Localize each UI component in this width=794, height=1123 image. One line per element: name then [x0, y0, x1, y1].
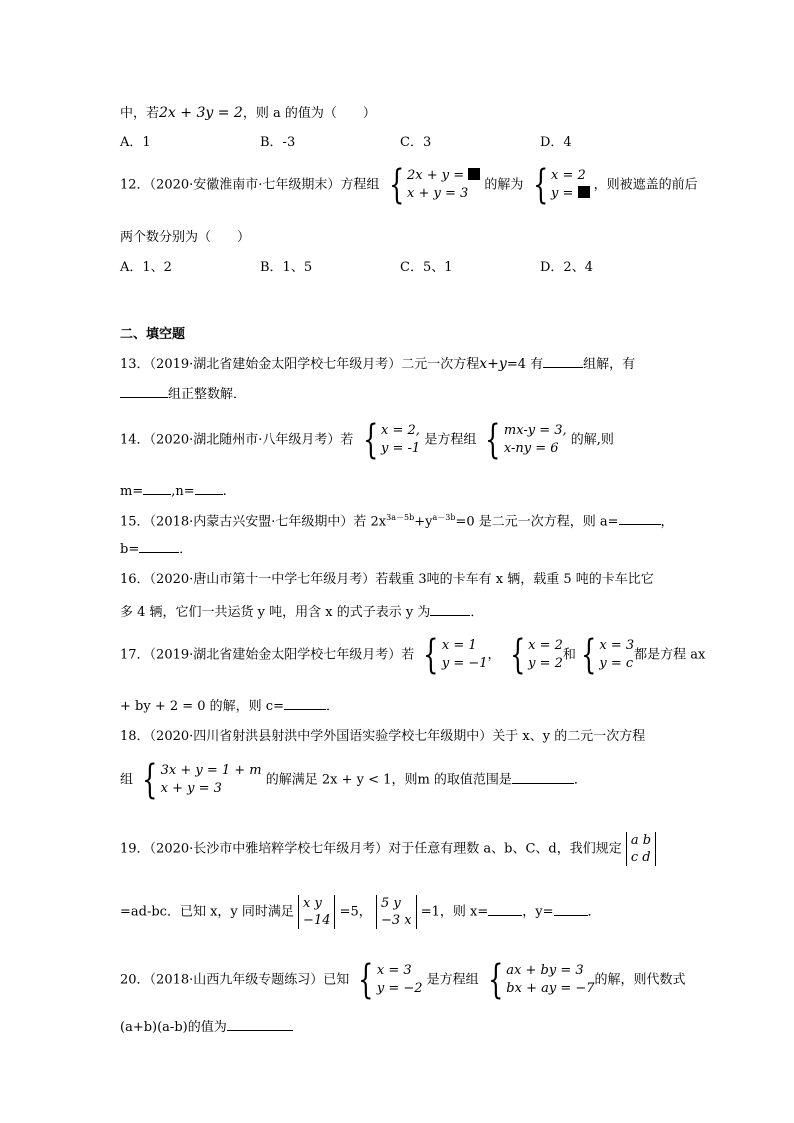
q14-n-label: ,n= [171, 484, 195, 499]
covered-square-icon [468, 168, 480, 180]
q17-end: ． [326, 699, 340, 714]
q19-determinant-1 [298, 895, 335, 929]
q14-blank-n[interactable] [195, 480, 223, 495]
q17-blank[interactable] [284, 695, 326, 710]
q19-blank-y[interactable] [554, 901, 588, 916]
q18-blank[interactable] [512, 769, 574, 784]
q16-blank[interactable] [430, 601, 470, 616]
q18-system: { 3x + y = 1 + m x + y = 3 [142, 757, 262, 803]
q14-mid: 是方程组 [424, 432, 477, 448]
q14-suffix: 的解,则 [570, 432, 614, 448]
q17-c-row2: y = c [599, 656, 634, 671]
q11-text-end: ，则 a 的值为（ ） [242, 106, 376, 121]
covered-square-icon [578, 186, 590, 198]
q15-blank-a[interactable] [619, 510, 661, 525]
q11-equation: 2x + 3y = 2 [159, 105, 243, 121]
q12-system-row1: 2x + y = [407, 168, 469, 183]
q15-suffix: =0 是二元一次方程，则 a= [455, 514, 619, 530]
q14-blank-m[interactable] [143, 480, 171, 495]
q19-line2 [120, 895, 601, 929]
q18-system-row1: 3x + y = 1 + m [160, 763, 262, 778]
q14-solution-row2: y = -1 [381, 441, 421, 456]
q17-b-row2: y = 2 [528, 656, 563, 671]
q15-b-label: b= [120, 542, 140, 557]
q12-system: { 2x + y = x + y = 3 [384, 165, 481, 205]
q19-det0-row1: a b [630, 833, 652, 848]
q13-line2 [120, 383, 246, 405]
q14-solution: { x = 2, y = -1 [362, 417, 421, 463]
q13-text2: =4 有 [506, 357, 544, 372]
q19-det1-row2: −14 [303, 913, 331, 928]
q15-prefix: 15．（2018·内蒙古兴安盟·七年级期中）若 2x [120, 514, 387, 530]
q11-options [120, 133, 680, 153]
q13-line2-text: 组正整数解． [168, 387, 247, 402]
q19-det2-row2: −3 x [380, 913, 412, 928]
q19-eq1: =5， [339, 904, 372, 920]
section-title: 二、填空题 [120, 327, 186, 342]
q17-solution-c: { x = 3 y = c [581, 632, 635, 678]
q19-text2: =ad-bc．已知 x，y 同时满足 [120, 904, 294, 920]
q19-determinant-2 [376, 895, 417, 929]
q19-det0-row2: c d [630, 850, 651, 865]
q13-line1 [120, 353, 635, 375]
q15-tail: ， [660, 514, 674, 530]
q16-line2 [120, 601, 483, 623]
q12-option-b: B．1、5 [260, 260, 313, 275]
q19-x-label: =1，则 x= [420, 904, 489, 920]
q13-text: 13．（2019·湖北省建始金太阳学校七年级月考）二元一次方程 [120, 357, 480, 372]
q18-mid: 的解满足 2x + y < 1，则m 的取值范围是 [265, 772, 512, 788]
q12-system-row2: x + y = 3 [407, 186, 469, 201]
q17-suffix: 都是方程 ax [634, 647, 706, 663]
q14-system: { mx-y = 3, x-ny = 6 [485, 417, 567, 463]
q17-text: + by + 2 = 0 的解，则 c= [120, 699, 284, 714]
q20-suffix: 的解，则代数式 [594, 972, 686, 988]
q12-option-d: D．2、4 [540, 260, 593, 275]
q19-det1-row1: x y [303, 896, 322, 911]
q19-determinant-def [626, 832, 656, 866]
q12-solution-row2: y = [551, 186, 578, 201]
q17-solution-b: { x = 2 y = 2 [509, 632, 563, 678]
q15-exponent1: 3a－5b [386, 513, 415, 522]
q12-line2: 两个数分别为（ ） [120, 230, 251, 245]
q18-line1: 18．（2020·四川省射洪县射洪中学外国语实验学校七年级期中）关于 x、y 的二元一次方程 [120, 729, 646, 744]
q17-a-row2: y = −1 [441, 656, 488, 671]
q14-end: . [222, 484, 227, 499]
q15-blank-b[interactable] [139, 538, 179, 553]
q17-prefix: 17．（2019·湖北省建始金太阳学校七年级月考）若 [120, 647, 415, 663]
q16-line1: 16．（2020·唐山市第十一中学七年级月考）若载重 3吨的卡车有 x 辆，载重 5 吨的卡车比它 [120, 572, 654, 587]
q19-line1 [120, 832, 656, 866]
q12-prefix: 12．（2020·安徽淮南市·七年级期末）方程组 [120, 177, 380, 193]
q17-a-row1: x = 1 [441, 638, 477, 653]
q15-line1 [120, 508, 674, 532]
q11-option-b: B．-3 [260, 135, 296, 150]
q11-tail [120, 103, 376, 124]
q17-c-row1: x = 3 [599, 638, 635, 653]
q11-option-c: C．3 [400, 135, 432, 150]
q15-line2 [120, 538, 192, 560]
q12-line1 [120, 162, 698, 208]
q15-end: ． [179, 542, 193, 557]
q14-m-label: m= [120, 484, 144, 499]
q11-text: 中，若 [120, 106, 160, 121]
q13-blank1[interactable] [543, 353, 583, 368]
q13-text3: 组解，有 [583, 357, 636, 372]
q20-solution: { x = 3 y = −2 [358, 957, 423, 1003]
q18-system-row2: x + y = 3 [160, 781, 222, 796]
q12-option-c: C．5、1 [400, 260, 453, 275]
q20-prefix: 20．（2018·山西九年级专题练习）已知 [120, 972, 350, 988]
q16-text: 多 4 辆，它们一共运货 y 吨，用含 x 的式子表示 y 为 [120, 605, 431, 620]
q17-line1: 17．（2019·湖北省建始金太阳学校七年级月考）若 { x = 1 y = −1 ， { x = 2 y = 2 和 { x = 3 y = c 都是方程 ax [120, 632, 706, 678]
q20-system-row2: bx + ay = −7 [506, 981, 595, 996]
q11-option-d: D．4 [540, 135, 572, 150]
q20-system-row1: ax + by = 3 [506, 963, 584, 978]
q19-end: ． [587, 904, 601, 920]
q16-end: ． [470, 605, 484, 620]
q11-option-a: A．1 [120, 135, 151, 150]
q19-y-label: ，y= [522, 904, 554, 920]
q20-text: (a+b)(a-b)的值为 [120, 1020, 227, 1035]
q14-line1 [120, 417, 614, 463]
q14-prefix: 14．（2020·湖北随州市·八年级月考）若 [120, 432, 354, 448]
q17-and: 和 [562, 647, 576, 663]
q20-line2 [120, 1016, 293, 1038]
q20-solution-row2: y = −2 [376, 981, 423, 996]
q17-b-row1: x = 2 [528, 638, 563, 653]
q12-solution-row1: x = 2 [551, 168, 586, 183]
q19-blank-x[interactable] [488, 901, 522, 916]
q19-text: 19．（2020·长沙市中雅培粹学校七年级月考）对于任意有理数 a、b、C、d，我们规定 [120, 841, 622, 857]
q12-solution: { x = 2 y = [528, 165, 590, 205]
q19-det2-row1: 5 y [380, 896, 401, 911]
q15-mid: +y [414, 514, 433, 530]
q12-option-a: A．1、2 [120, 260, 172, 275]
q18-line2 [120, 757, 587, 803]
q12-suffix: ，则被遮盖的前后 [593, 177, 698, 193]
q20-line1 [120, 957, 686, 1003]
q17-solution-a: { x = 1 y = −1 [423, 632, 488, 678]
q14-system-row1: mx-y = 3, [503, 423, 567, 438]
q18-end: ． [573, 772, 587, 788]
q13-blank2[interactable] [120, 383, 168, 398]
q20-blank[interactable] [227, 1016, 293, 1031]
q12-mid: 的解为 [484, 177, 524, 193]
q20-system: { ax + by = 3 bx + ay = −7 [487, 957, 595, 1003]
q14-solution-row1: x = 2, [381, 423, 420, 438]
q17-line2 [120, 695, 339, 717]
q14-line2 [120, 480, 227, 502]
q15-exponent2: a－3b [432, 513, 456, 522]
q14-system-row2: x-ny = 6 [503, 441, 559, 456]
q20-solution-row1: x = 3 [376, 963, 412, 978]
q12-options [120, 258, 680, 278]
q13-equation: x+y [479, 356, 507, 372]
q18-pre: 组 [120, 772, 134, 788]
q20-mid: 是方程组 [426, 972, 479, 988]
